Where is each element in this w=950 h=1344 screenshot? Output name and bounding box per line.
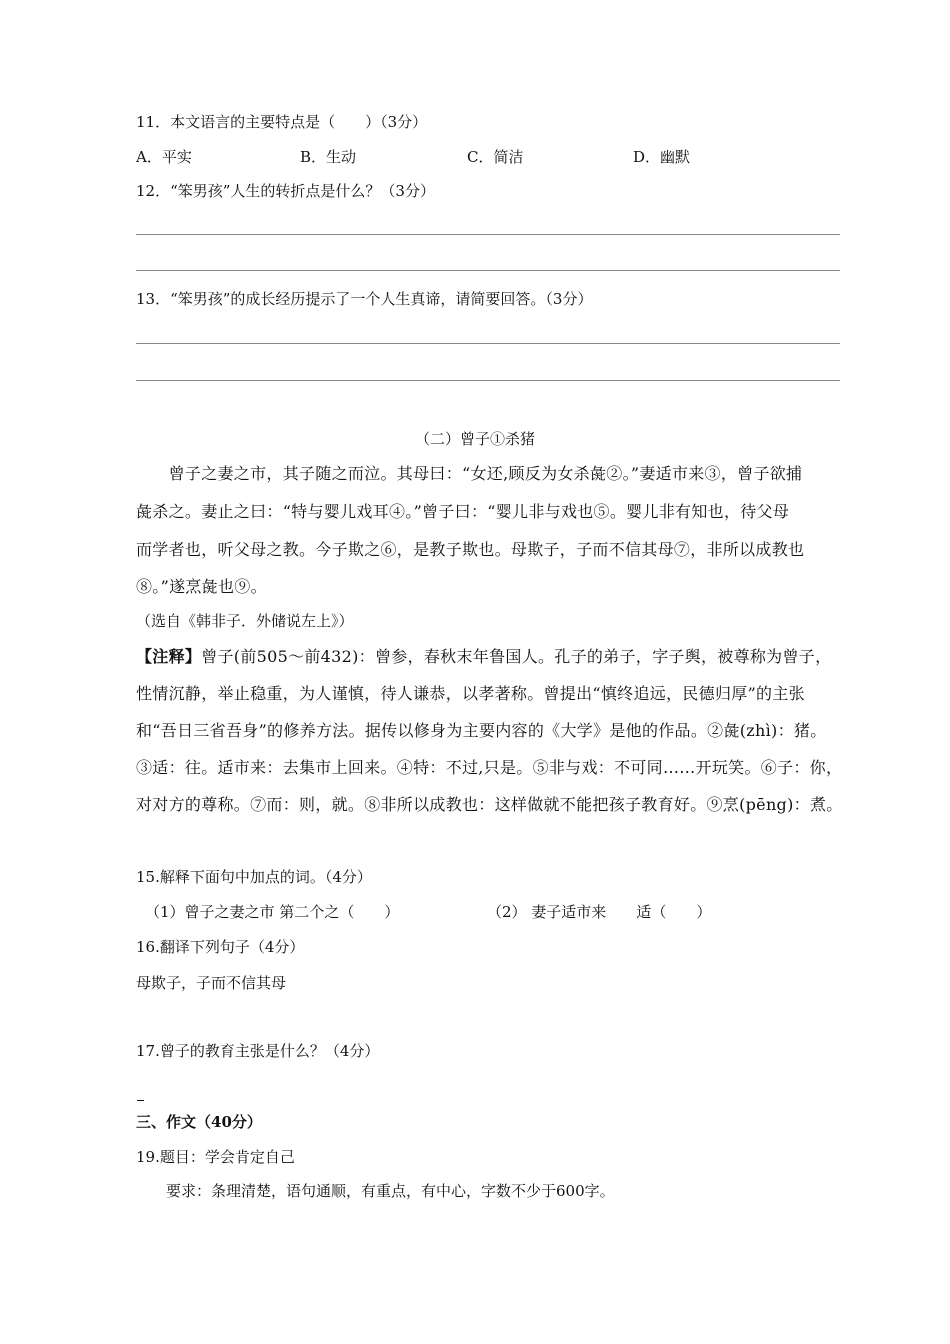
answer-blank[interactable] — [137, 1100, 144, 1101]
notes-line: 对对方的尊称。⑦而：则，就。⑧非所以成教也：这样做就不能把孩子教育好。⑨烹(pēng)：煮。 — [136, 795, 843, 814]
question-15: 15.解释下面句中加点的词。（4分） — [136, 868, 372, 886]
answer-line[interactable] — [136, 380, 840, 381]
passage-line: ⑧。”遂烹彘也⑨。 — [136, 577, 267, 596]
translate-sentence: 母欺子，子而不信其母 — [136, 974, 287, 992]
option-d: D．幽默 — [633, 148, 691, 166]
notes-line: 和“吾日三省吾身”的修养方法。据传以修身为主要内容的《大学》是他的作品。②彘(zhì)：猪。 — [136, 721, 827, 740]
question-15-part-1: （1）曾子之妻之市 第二个之（ ） — [145, 903, 400, 921]
notes-line: 性情沉静，举止稳重，为人谨慎，待人谦恭，以孝著称。曾提出“慎终追远，民德归厚”的主张 — [136, 684, 805, 703]
notes-text: 曾子(前505～前432)：曾参，春秋末年鲁国人。孔子的弟子，字子舆，被尊称为曾子， — [201, 647, 832, 666]
option-a: A．平实 — [136, 148, 192, 166]
notes-line — [136, 647, 831, 667]
question-12: 12．“笨男孩”人生的转折点是什么？（3分） — [136, 182, 435, 200]
question-17: 17.曾子的教育主张是什么？（4分） — [136, 1042, 380, 1060]
passage-source: （选自《韩非子．外储说左上》） — [136, 612, 354, 630]
essay-requirement: 要求：条理清楚，语句通顺，有重点，有中心，字数不少于600字。 — [136, 1182, 615, 1200]
option-c: C．简洁 — [467, 148, 524, 166]
question-16: 16.翻译下列句子（4分） — [136, 938, 305, 956]
passage-line: 彘杀之。妻止之曰：“特与婴儿戏耳④。”曾子曰：“婴儿非与戏也⑤。婴儿非有知也，待父母 — [136, 502, 790, 521]
answer-line[interactable] — [136, 343, 840, 344]
option-b: B．生动 — [300, 148, 357, 166]
answer-line[interactable] — [136, 270, 840, 271]
question-19: 19.题目：学会肯定自己 — [136, 1148, 295, 1166]
notes-line: ③适：往。适市来：去集市上回来。④特：不过,只是。⑤非与戏：不可同……开玩笑。⑥子：你， — [136, 758, 843, 777]
question-11: 11．本文语言的主要特点是（ ）（3分） — [136, 113, 428, 131]
section-heading: 三、作文（40分） — [136, 1113, 262, 1131]
passage-line: 曾子之妻之市，其子随之而泣。其母曰：“女还,顾反为女杀彘②。”妻适市来③，曾子欲捕 — [136, 464, 803, 483]
question-15-part-2: （2） 妻子适市来 适（ ） — [487, 903, 712, 921]
passage-title: （二）曾子①杀猪 — [414, 430, 535, 448]
answer-line[interactable] — [136, 234, 840, 235]
question-13: 13．“笨男孩”的成长经历提示了一个人生真谛，请简要回答。（3分） — [136, 290, 593, 308]
passage-line: 而学者也，听父母之教。今子欺之⑥，是教子欺也。母欺子，子而不信其母⑦，非所以成教也 — [136, 540, 805, 559]
notes-label: 【注释】 — [136, 647, 202, 666]
